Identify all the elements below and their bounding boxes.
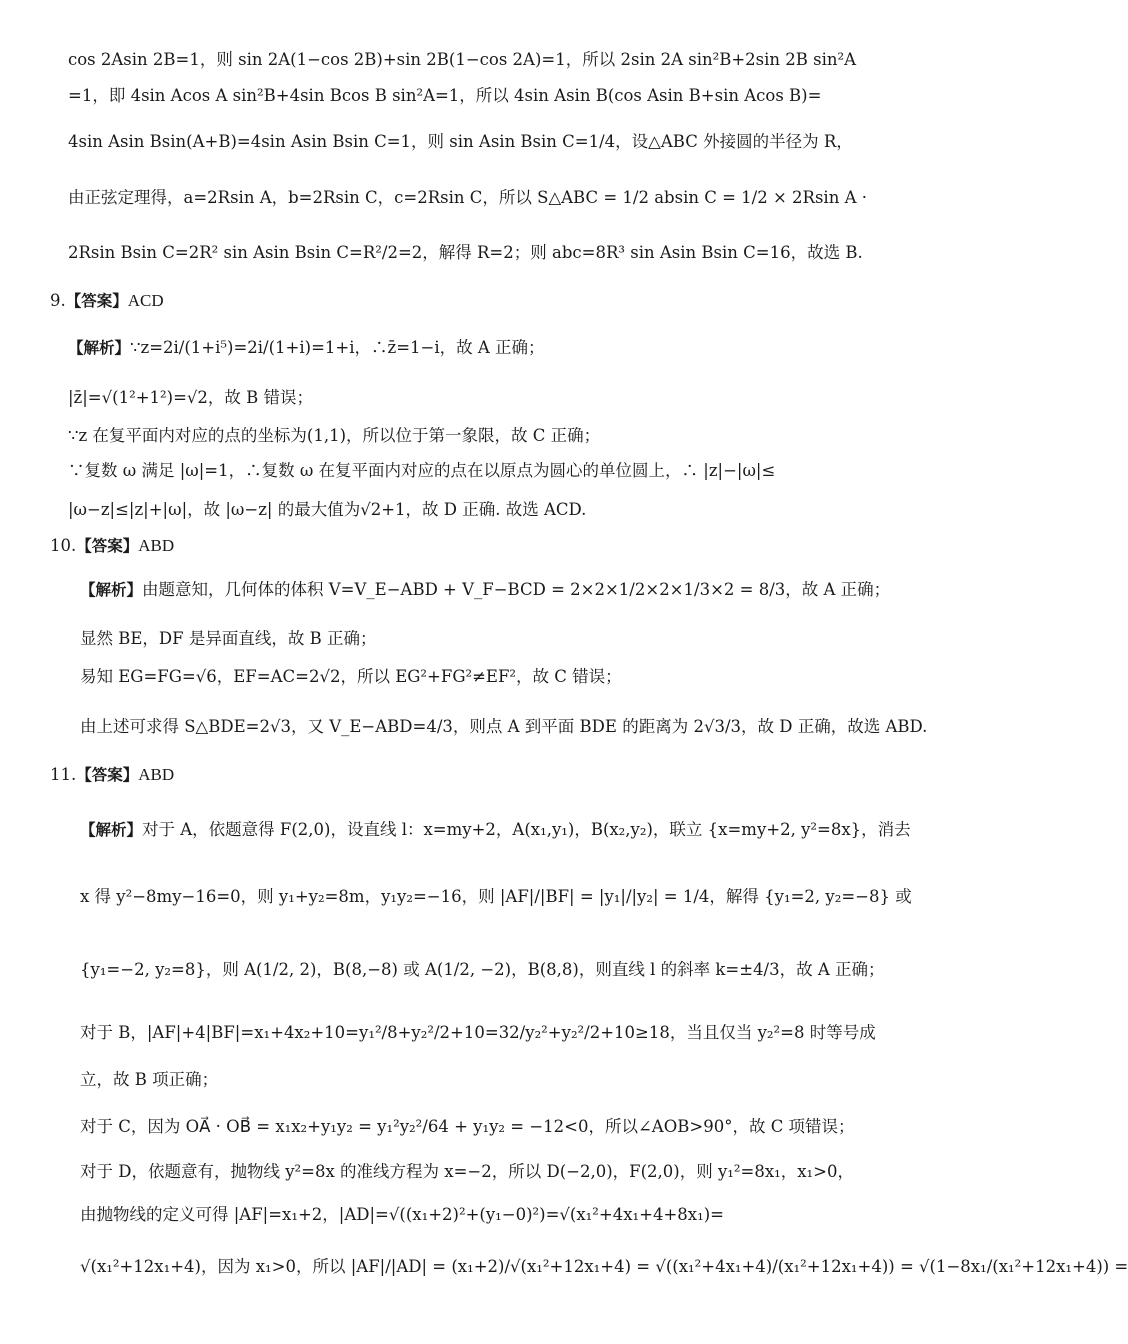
analysis-text: ∵z=2i/(1+i⁵)=2i/(1+i)=1+i，∴z̄=1−i，故 A 正确； <box>130 338 545 357</box>
text-line-7: |z̄|=√(1²+1²)=√2，故 B 错误； <box>68 388 314 407</box>
analysis-tag: 【解析】 <box>80 581 143 599</box>
text-line-10: |ω−z|≤|z|+|ω|，故 |ω−z| 的最大值为√2+1，故 D 正确. 故选 ACD. <box>68 500 587 519</box>
question-number: 10. <box>50 536 77 555</box>
text-line-1: cos 2Asin 2B=1，则 sin 2A(1−cos 2B)+sin 2B(1−cos 2A)=1，所以 2sin 2A sin²B+2sin 2B sin²A <box>68 50 857 69</box>
text-line-22: 由抛物线的定义可得 |AF|=x₁+2，|AD|=√((x₁+2)²+(y₁−0)²)=√(x₁²+4x₁+4+8x₁)= <box>80 1205 724 1224</box>
answer-tag: 【答案】 <box>65 292 128 310</box>
text-line-2: =1，即 4sin Acos A sin²B+4sin Bcos B sin²A=1，所以 4sin Asin B(cos Asin B+sin Acos B)= <box>68 86 822 105</box>
text-line-3: 4sin Asin Bsin(A+B)=4sin Asin Bsin C=1，则 sin Asin Bsin C=1/4，设△ABC 外接圆的半径为 R， <box>68 132 853 151</box>
text-line-13: 易知 EG=FG=√6，EF=AC=2√2，所以 EG²+FG²≠EF²，故 C 错误； <box>80 667 622 686</box>
analysis-text: 由题意知，几何体的体积 V=V_E−ABD + V_F−BCD = 2×2×1/2×2×1/3×2 = 8/3，故 A 正确； <box>142 580 891 599</box>
text-line-14: 由上述可求得 S△BDE=2√3，又 V_E−ABD=4/3，则点 A 到平面 BDE 的距离为 2√3/3，故 D 正确，故选 ABD. <box>80 717 928 736</box>
question-10-answer <box>50 534 885 558</box>
analysis-text: 对于 A，依题意得 F(2,0)，设直线 l：x=my+2，A(x₁,y₁)，B(x₂,y₂)，联立 {x=my+2, y²=8x}，消去 <box>142 820 911 839</box>
text-line-20: 对于 C，因为 OA⃗ · OB⃗ = x₁x₂+y₁y₂ = y₁²y₂²/64 + y₁y₂ = −12<0，所以∠AOB>90°，故 C 项错误； <box>80 1117 855 1136</box>
analysis-line-10 <box>80 578 903 602</box>
answer-tag: 【答案】 <box>76 766 139 784</box>
text-line-8: ∵z 在复平面内对应的点的坐标为(1,1)，所以位于第一象限，故 C 正确； <box>68 426 601 445</box>
text-line-12: 显然 BE，DF 是异面直线，故 B 正确； <box>80 629 377 648</box>
answer-value: ACD <box>127 291 164 310</box>
text-line-16: x 得 y²−8my−16=0，则 y₁+y₂=8m，y₁y₂=−16，则 |AF|/|BF| = |y₁|/|y₂| = 1/4，解得 {y₁=2, y₂=−8} 或 <box>80 887 912 906</box>
question-number: 9. <box>50 291 66 310</box>
answer-value: ABD <box>138 536 175 555</box>
analysis-line-11 <box>80 818 911 842</box>
text-line-23: √(x₁²+12x₁+4)，因为 x₁>0，所以 |AF|/|AD| = (x₁+2)/√(x₁²+12x₁+4) = √((x₁²+4x₁+4)/(x₁²+12x₁+4)) = √(1−8x₁/(x₁²+12x₁+4)) = <box>80 1257 1128 1276</box>
text-line-4: 由正弦定理得，a=2Rsin A，b=2Rsin C，c=2Rsin C，所以 S△ABC = 1/2 absin C = 1/2 × 2Rsin A · <box>68 188 867 207</box>
text-line-9: ∵复数 ω 满足 |ω|=1，∴复数 ω 在复平面内对应的点在以原点为圆心的单位圆上，∴ |z|−|ω|≤ <box>68 461 776 480</box>
question-number: 11. <box>50 765 77 784</box>
analysis-tag: 【解析】 <box>68 339 131 357</box>
analysis-tag: 【解析】 <box>80 821 143 839</box>
text-line-17: {y₁=−2, y₂=8}，则 A(1/2, 2)，B(8,−8) 或 A(1/2, −2)，B(8,8)，则直线 l 的斜率 k=±4/3，故 A 正确； <box>80 960 885 979</box>
question-9-answer <box>50 289 885 313</box>
question-11-answer <box>50 763 885 787</box>
answer-value: ABD <box>138 765 175 784</box>
text-line-21: 对于 D，依题意有，抛物线 y²=8x 的准线方程为 x=−2，所以 D(−2,0)，F(2,0)，则 y₁²=8x₁，x₁>0， <box>80 1162 854 1181</box>
text-line-18: 对于 B，|AF|+4|BF|=x₁+4x₂+10=y₁²/8+y₂²/2+10=32/y₂²+y₂²/2+10≥18，当且仅当 y₂²=8 时等号成 <box>80 1023 876 1042</box>
answer-tag: 【答案】 <box>76 537 139 555</box>
text-line-5: 2Rsin Bsin C=2R² sin Asin Bsin C=R²/2=2，解得 R=2；则 abc=8R³ sin Asin Bsin C=16，故选 B. <box>68 243 863 262</box>
analysis-line-9 <box>68 336 903 360</box>
text-line-19: 立，故 B 项正确； <box>80 1070 219 1089</box>
